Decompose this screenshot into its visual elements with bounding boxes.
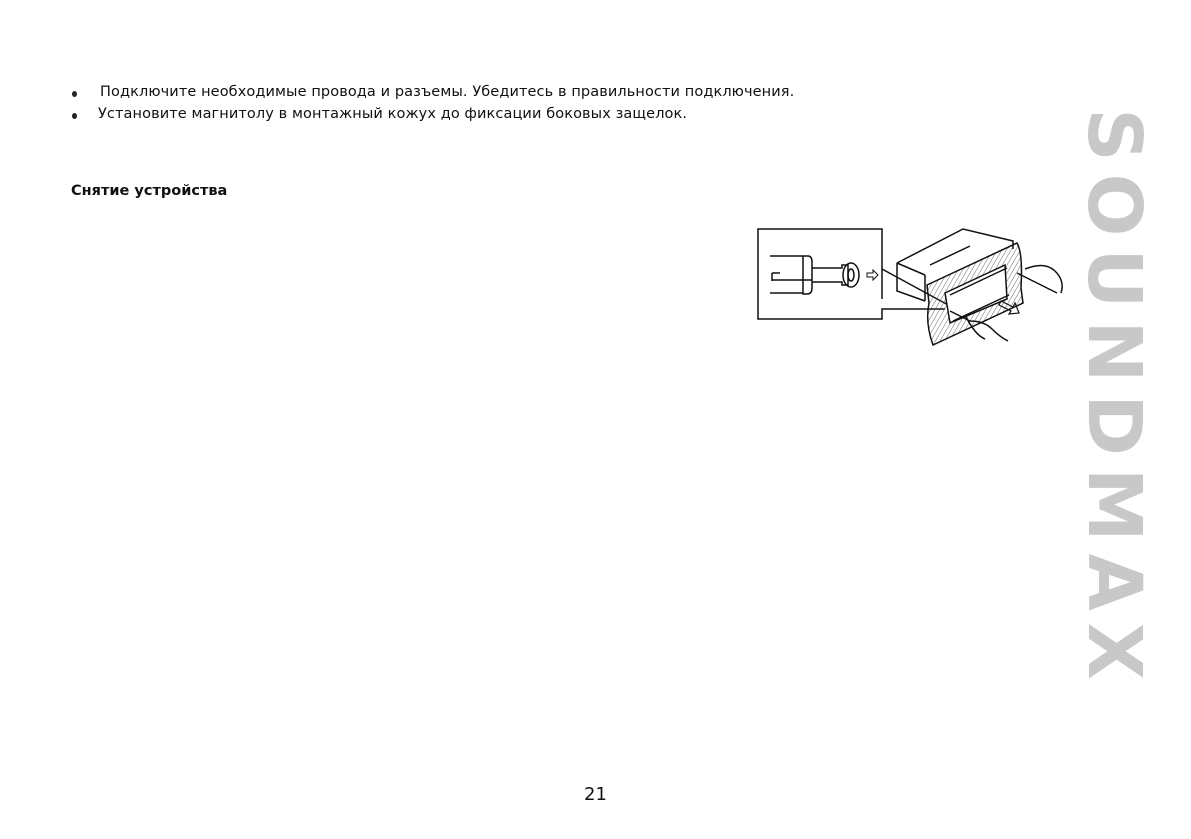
bullet-text: Установите магнитолу в монтажный кожух до фиксации боковых защелок. (98, 106, 688, 122)
removal-illustration (755, 213, 1075, 357)
bullet-icon (72, 91, 77, 97)
page-number: 21 (584, 784, 607, 805)
section-heading: Снятие устройства (71, 183, 228, 199)
bullet-text: Подключите необходимые провода и разъемы. Убедитесь в правильности подключения. (100, 84, 795, 100)
logo-text: SOUNDMAX (1071, 108, 1157, 692)
bullet-icon (72, 113, 77, 119)
soundmax-logo (1071, 50, 1157, 750)
